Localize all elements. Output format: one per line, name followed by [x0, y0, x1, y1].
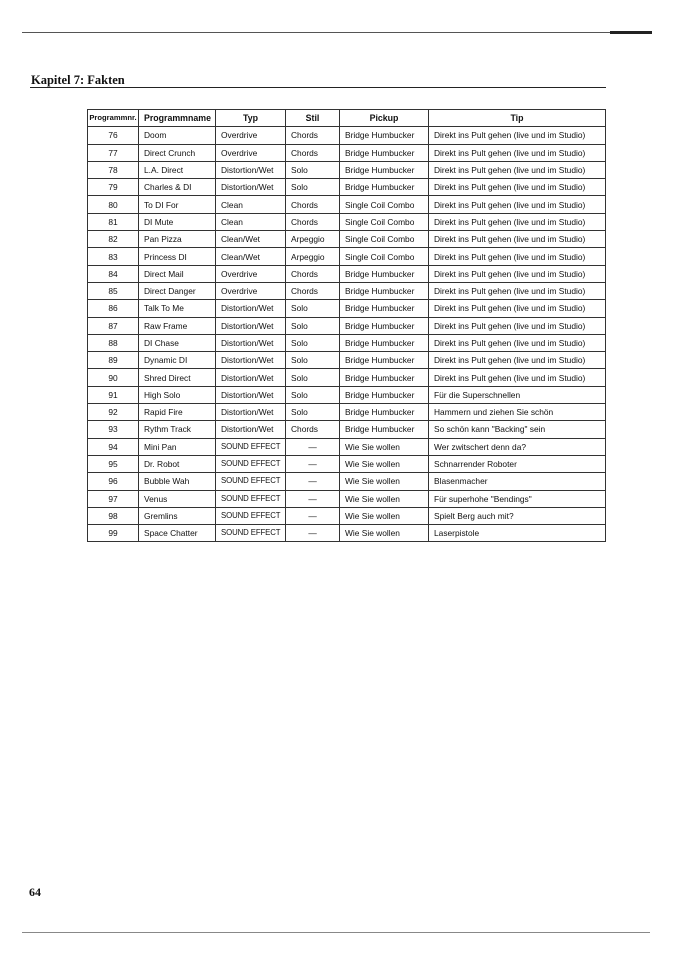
cell-typ: Clean	[216, 213, 286, 230]
table-row	[88, 438, 606, 455]
cell-typ: Distortion/Wet	[216, 421, 286, 438]
column-header-pickup: Pickup	[340, 110, 429, 127]
top-rule-accent	[610, 31, 652, 34]
cell-pickup: Wie Sie wollen	[340, 455, 429, 472]
cell-programmnr: 86	[88, 300, 139, 317]
cell-programmname: Raw Frame	[139, 317, 216, 334]
cell-typ: Overdrive	[216, 265, 286, 282]
cell-typ: Distortion/Wet	[216, 386, 286, 403]
column-header-typ: Typ	[216, 110, 286, 127]
cell-programmnr: 92	[88, 404, 139, 421]
cell-stil: —	[286, 525, 340, 542]
cell-typ: Clean/Wet	[216, 248, 286, 265]
table-row	[88, 300, 606, 317]
cell-programmname: Charles & DI	[139, 179, 216, 196]
table-row	[88, 421, 606, 438]
table-row	[88, 179, 606, 196]
cell-pickup: Single Coil Combo	[340, 196, 429, 213]
table-row	[88, 334, 606, 351]
cell-tip: Hammern und ziehen Sie schön	[429, 404, 606, 421]
cell-stil: Chords	[286, 421, 340, 438]
cell-typ: SOUND EFFECT	[216, 507, 286, 524]
cell-programmnr: 78	[88, 161, 139, 178]
bottom-rule	[22, 932, 650, 933]
cell-programmnr: 91	[88, 386, 139, 403]
cell-typ: Overdrive	[216, 282, 286, 299]
program-table	[87, 109, 606, 542]
cell-tip: Spielt Berg auch mit?	[429, 507, 606, 524]
cell-typ: Distortion/Wet	[216, 369, 286, 386]
cell-programmname: Shred Direct	[139, 369, 216, 386]
cell-stil: Solo	[286, 317, 340, 334]
cell-pickup: Single Coil Combo	[340, 248, 429, 265]
cell-pickup: Single Coil Combo	[340, 213, 429, 230]
cell-programmname: Dr. Robot	[139, 455, 216, 472]
cell-typ: Clean/Wet	[216, 231, 286, 248]
cell-tip: Direkt ins Pult gehen (live und im Studio)	[429, 179, 606, 196]
cell-pickup: Wie Sie wollen	[340, 525, 429, 542]
cell-tip: Für superhohe "Bendings"	[429, 490, 606, 507]
cell-pickup: Bridge Humbucker	[340, 404, 429, 421]
cell-stil: Solo	[286, 369, 340, 386]
table-row	[88, 317, 606, 334]
cell-programmname: Doom	[139, 127, 216, 144]
cell-programmname: To DI For	[139, 196, 216, 213]
cell-tip: Direkt ins Pult gehen (live und im Studio)	[429, 352, 606, 369]
cell-tip: Blasenmacher	[429, 473, 606, 490]
cell-typ: Distortion/Wet	[216, 300, 286, 317]
cell-typ: SOUND EFFECT	[216, 525, 286, 542]
chapter-title: Kapitel 7: Fakten	[31, 73, 125, 87]
cell-typ: Overdrive	[216, 127, 286, 144]
cell-tip: Direkt ins Pult gehen (live und im Studio)	[429, 161, 606, 178]
table-row	[88, 265, 606, 282]
cell-pickup: Single Coil Combo	[340, 231, 429, 248]
cell-stil: —	[286, 473, 340, 490]
cell-programmnr: 79	[88, 179, 139, 196]
cell-tip: Direkt ins Pult gehen (live und im Studio)	[429, 317, 606, 334]
cell-programmnr: 90	[88, 369, 139, 386]
cell-typ: Distortion/Wet	[216, 334, 286, 351]
cell-tip: Direkt ins Pult gehen (live und im Studio)	[429, 282, 606, 299]
chapter-rule	[30, 87, 606, 88]
cell-programmname: DI Chase	[139, 334, 216, 351]
top-rule	[22, 32, 647, 33]
cell-tip: Direkt ins Pult gehen (live und im Studio)	[429, 265, 606, 282]
cell-tip: Direkt ins Pult gehen (live und im Studio)	[429, 144, 606, 161]
cell-pickup: Wie Sie wollen	[340, 438, 429, 455]
cell-programmnr: 83	[88, 248, 139, 265]
table-row	[88, 282, 606, 299]
table-row	[88, 161, 606, 178]
cell-programmnr: 82	[88, 231, 139, 248]
cell-stil: —	[286, 507, 340, 524]
column-header-programmname: Programmname	[139, 110, 216, 127]
cell-pickup: Bridge Humbucker	[340, 282, 429, 299]
cell-pickup: Bridge Humbucker	[340, 317, 429, 334]
cell-pickup: Bridge Humbucker	[340, 265, 429, 282]
cell-pickup: Bridge Humbucker	[340, 386, 429, 403]
cell-programmname: Venus	[139, 490, 216, 507]
cell-typ: SOUND EFFECT	[216, 473, 286, 490]
cell-tip: Direkt ins Pult gehen (live und im Studio)	[429, 196, 606, 213]
cell-stil: —	[286, 438, 340, 455]
cell-stil: —	[286, 455, 340, 472]
cell-tip: Direkt ins Pult gehen (live und im Studio)	[429, 127, 606, 144]
table-row	[88, 386, 606, 403]
cell-typ: Distortion/Wet	[216, 352, 286, 369]
table-body	[88, 127, 606, 542]
table-row	[88, 525, 606, 542]
table-row	[88, 352, 606, 369]
cell-stil: —	[286, 490, 340, 507]
cell-programmnr: 89	[88, 352, 139, 369]
cell-programmname: Talk To Me	[139, 300, 216, 317]
cell-typ: Distortion/Wet	[216, 317, 286, 334]
cell-programmname: Princess DI	[139, 248, 216, 265]
cell-programmnr: 81	[88, 213, 139, 230]
page-number: 64	[29, 885, 41, 899]
table-row	[88, 127, 606, 144]
cell-programmname: Direct Crunch	[139, 144, 216, 161]
cell-pickup: Bridge Humbucker	[340, 300, 429, 317]
cell-stil: Solo	[286, 334, 340, 351]
cell-pickup: Bridge Humbucker	[340, 421, 429, 438]
cell-programmname: Direct Danger	[139, 282, 216, 299]
cell-pickup: Wie Sie wollen	[340, 490, 429, 507]
cell-stil: Solo	[286, 386, 340, 403]
cell-tip: Für die Superschnellen	[429, 386, 606, 403]
cell-programmnr: 76	[88, 127, 139, 144]
table-row	[88, 455, 606, 472]
cell-pickup: Bridge Humbucker	[340, 334, 429, 351]
cell-pickup: Wie Sie wollen	[340, 473, 429, 490]
cell-stil: Arpeggio	[286, 248, 340, 265]
table-row	[88, 231, 606, 248]
cell-programmname: High Solo	[139, 386, 216, 403]
cell-programmnr: 97	[88, 490, 139, 507]
cell-stil: Solo	[286, 179, 340, 196]
cell-programmname: L.A. Direct	[139, 161, 216, 178]
cell-programmnr: 98	[88, 507, 139, 524]
cell-tip: Direkt ins Pult gehen (live und im Studio)	[429, 248, 606, 265]
cell-stil: Arpeggio	[286, 231, 340, 248]
cell-programmname: Bubble Wah	[139, 473, 216, 490]
cell-stil: Chords	[286, 127, 340, 144]
cell-tip: Direkt ins Pult gehen (live und im Studio)	[429, 369, 606, 386]
cell-programmnr: 96	[88, 473, 139, 490]
column-header-stil: Stil	[286, 110, 340, 127]
cell-tip: Direkt ins Pult gehen (live und im Studio)	[429, 213, 606, 230]
cell-programmnr: 94	[88, 438, 139, 455]
cell-programmnr: 93	[88, 421, 139, 438]
cell-programmnr: 77	[88, 144, 139, 161]
cell-stil: Solo	[286, 404, 340, 421]
cell-programmnr: 88	[88, 334, 139, 351]
cell-stil: Solo	[286, 352, 340, 369]
cell-stil: Solo	[286, 300, 340, 317]
cell-pickup: Wie Sie wollen	[340, 507, 429, 524]
cell-stil: Chords	[286, 196, 340, 213]
cell-programmname: Direct Mail	[139, 265, 216, 282]
table-row	[88, 248, 606, 265]
table-row	[88, 213, 606, 230]
cell-stil: Chords	[286, 282, 340, 299]
cell-programmname: Gremlins	[139, 507, 216, 524]
cell-tip: Direkt ins Pult gehen (live und im Studio)	[429, 334, 606, 351]
table-row	[88, 144, 606, 161]
cell-pickup: Bridge Humbucker	[340, 369, 429, 386]
cell-typ: Distortion/Wet	[216, 404, 286, 421]
cell-typ: SOUND EFFECT	[216, 438, 286, 455]
table-row	[88, 507, 606, 524]
cell-programmname: Space Chatter	[139, 525, 216, 542]
cell-pickup: Bridge Humbucker	[340, 127, 429, 144]
table-row	[88, 196, 606, 213]
cell-typ: Overdrive	[216, 144, 286, 161]
cell-programmnr: 84	[88, 265, 139, 282]
cell-tip: Direkt ins Pult gehen (live und im Studio)	[429, 300, 606, 317]
cell-programmname: Mini Pan	[139, 438, 216, 455]
column-header-programmnr: Programmnr.	[88, 110, 139, 127]
cell-pickup: Bridge Humbucker	[340, 144, 429, 161]
table-row	[88, 369, 606, 386]
cell-tip: Laserpistole	[429, 525, 606, 542]
cell-programmname: Pan Pizza	[139, 231, 216, 248]
cell-typ: Clean	[216, 196, 286, 213]
table-row	[88, 404, 606, 421]
cell-programmnr: 87	[88, 317, 139, 334]
cell-pickup: Bridge Humbucker	[340, 161, 429, 178]
cell-stil: Chords	[286, 213, 340, 230]
cell-programmnr: 85	[88, 282, 139, 299]
cell-tip: Wer zwitschert denn da?	[429, 438, 606, 455]
cell-tip: Direkt ins Pult gehen (live und im Studio)	[429, 231, 606, 248]
cell-tip: So schön kann "Backing" sein	[429, 421, 606, 438]
cell-pickup: Bridge Humbucker	[340, 352, 429, 369]
table-row	[88, 490, 606, 507]
cell-programmnr: 80	[88, 196, 139, 213]
cell-typ: Distortion/Wet	[216, 161, 286, 178]
cell-programmname: Dynamic DI	[139, 352, 216, 369]
cell-pickup: Bridge Humbucker	[340, 179, 429, 196]
cell-typ: SOUND EFFECT	[216, 455, 286, 472]
cell-programmnr: 95	[88, 455, 139, 472]
cell-programmname: DI Mute	[139, 213, 216, 230]
cell-programmname: Rapid Fire	[139, 404, 216, 421]
table-row	[88, 473, 606, 490]
column-header-tip: Tip	[429, 110, 606, 127]
cell-stil: Solo	[286, 161, 340, 178]
cell-programmname: Rythm Track	[139, 421, 216, 438]
cell-typ: Distortion/Wet	[216, 179, 286, 196]
cell-tip: Schnarrender Roboter	[429, 455, 606, 472]
cell-typ: SOUND EFFECT	[216, 490, 286, 507]
cell-programmnr: 99	[88, 525, 139, 542]
cell-stil: Chords	[286, 144, 340, 161]
table-header-row	[88, 110, 606, 127]
cell-stil: Chords	[286, 265, 340, 282]
